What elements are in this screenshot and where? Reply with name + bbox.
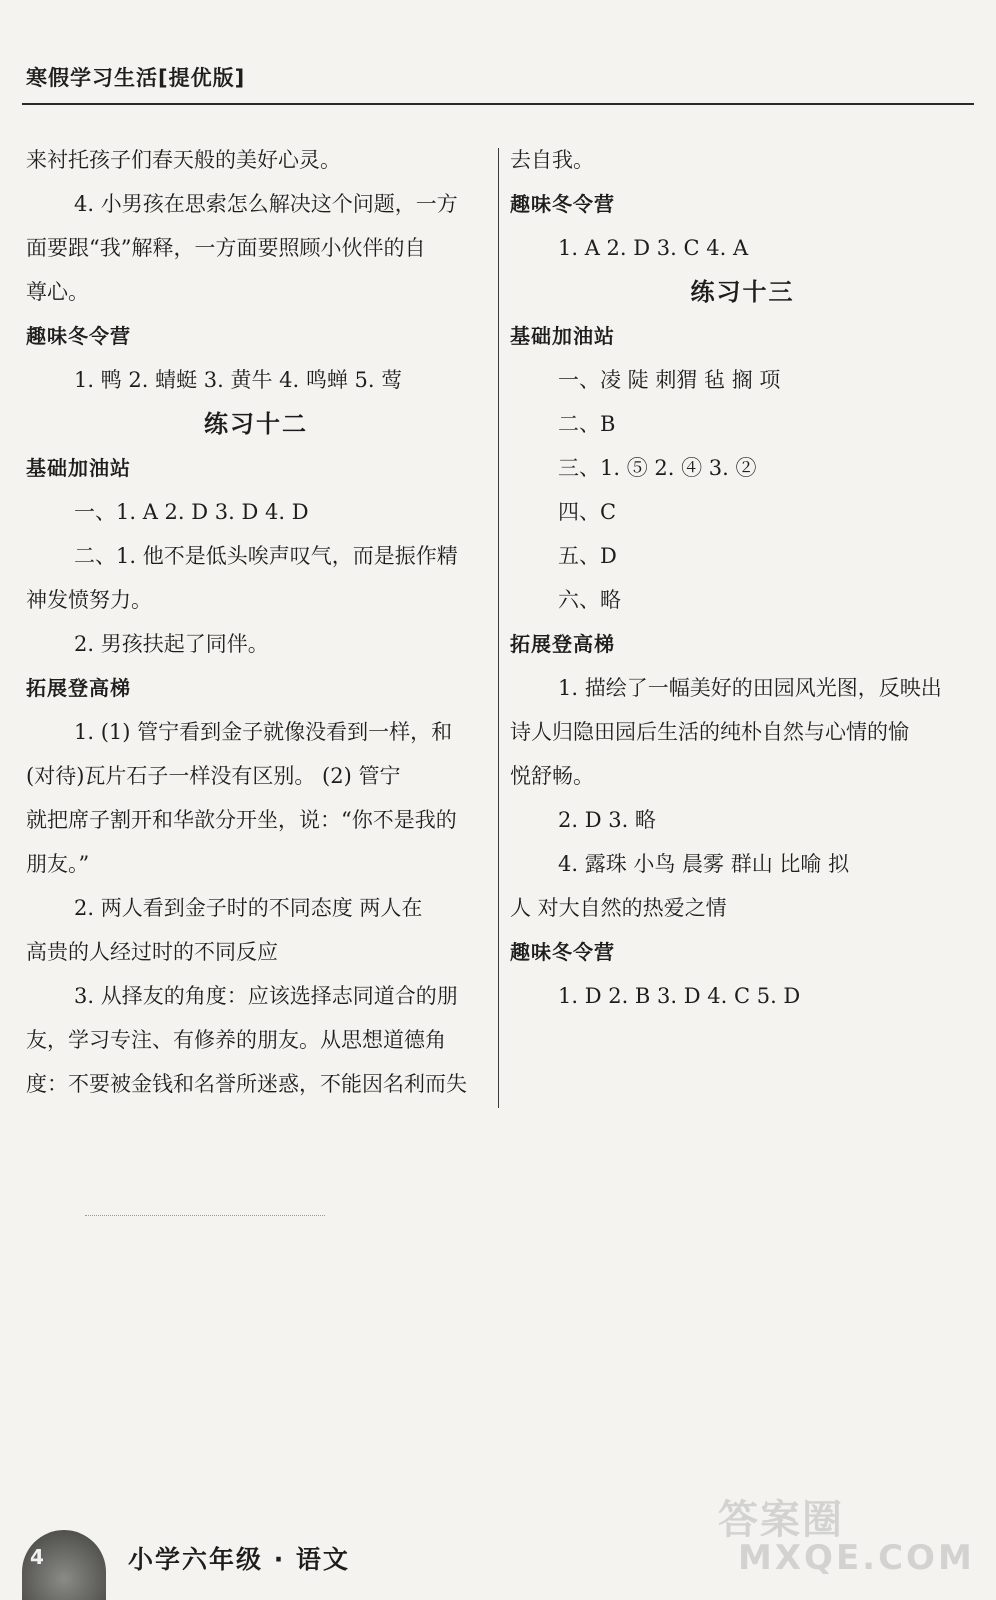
text-line: 2. 男孩扶起了同伴。	[74, 632, 269, 656]
text-line: 一、1. A 2. D 3. D 4. D	[74, 500, 309, 524]
left-column	[26, 138, 486, 1106]
text-line: 1. 描绘了一幅美好的田园风光图，反映出	[558, 676, 942, 700]
text-line: 朋友。”	[26, 852, 90, 876]
text-line: 诗人归隐田园后生活的纯朴自然与心情的愉	[510, 720, 909, 744]
text-line: 四、C	[558, 500, 617, 524]
text-line: 五、D	[558, 544, 617, 568]
text-line: 尊心。	[26, 280, 89, 304]
text-line: 友，学习专注、有修养的朋友。从思想道德角	[26, 1028, 446, 1052]
text-line: 2. D 3. 略	[558, 808, 656, 832]
text-line: 人 对大自然的热爱之情	[510, 896, 727, 920]
text-line: 1. (1) 管宁看到金子就像没看到一样，和	[74, 720, 453, 744]
text-line: 2. 两人看到金子时的不同态度 两人在	[74, 896, 423, 920]
header-rule	[22, 103, 974, 105]
text-line: 面要跟“我”解释，一方面要照顾小伙伴的自	[26, 236, 426, 260]
text-line: 度：不要被金钱和名誉所迷惑，不能因名利而失	[26, 1072, 467, 1096]
section-heading: 趣味冬令营	[510, 192, 615, 216]
text-line: 神发愤努力。	[26, 588, 152, 612]
text-line: 二、B	[558, 412, 616, 436]
text-line: 六、略	[558, 588, 621, 612]
section-heading: 拓展登高梯	[26, 676, 131, 700]
text-line: 去自我。	[510, 148, 594, 172]
text-line: 高贵的人经过时的不同反应	[26, 940, 278, 964]
text-line: 来衬托孩子们春天般的美好心灵。	[26, 148, 341, 172]
text-line: (对待)瓦片石子一样没有区别。 (2) 管宁	[26, 764, 401, 788]
dotted-rule	[85, 1215, 325, 1216]
text-line: 1. D 2. B 3. D 4. C 5. D	[558, 984, 801, 1008]
column-divider	[498, 148, 499, 1108]
watermark-en: MXQE.COM	[738, 1538, 975, 1578]
text-line: 1. 鸭 2. 蜻蜓 3. 黄牛 4. 鸣蝉 5. 莺	[74, 368, 403, 392]
text-line: 三、1. ⑤ 2. ④ 3. ②	[558, 456, 757, 480]
text-line: 二、1. 他不是低头唉声叹气，而是振作精	[74, 544, 458, 568]
right-column	[510, 138, 975, 1018]
section-heading: 趣味冬令营	[26, 324, 131, 348]
text-line: 4. 露珠 小鸟 晨雾 群山 比喻 拟	[558, 852, 850, 876]
section-heading: 基础加油站	[26, 456, 131, 480]
section-heading: 拓展登高梯	[510, 632, 615, 656]
page-header: 寒假学习生活[提优版]	[26, 66, 246, 90]
footer-title: 小学六年级 · 语文	[128, 1545, 350, 1574]
section-heading: 趣味冬令营	[510, 940, 615, 964]
watermark-logo	[708, 1486, 978, 1586]
exercise-title: 练习十三	[690, 278, 795, 306]
watermark-cn: 答案圈	[718, 1497, 844, 1543]
exercise-title: 练习十二	[204, 410, 308, 438]
text-line: 3. 从择友的角度：应该选择志同道合的朋	[74, 984, 458, 1008]
text-line: 4. 小男孩在思索怎么解决这个问题，一方	[74, 192, 458, 216]
text-line: 就把席子割开和华歆分开坐，说：“你不是我的	[26, 808, 457, 832]
section-heading: 基础加油站	[510, 324, 615, 348]
text-line: 1. A 2. D 3. C 4. A	[558, 236, 749, 260]
text-line: 悦舒畅。	[510, 764, 594, 788]
text-line: 一、凌 陡 刺猬 毡 搁 项	[558, 368, 781, 392]
page-number: 4	[30, 1545, 44, 1569]
